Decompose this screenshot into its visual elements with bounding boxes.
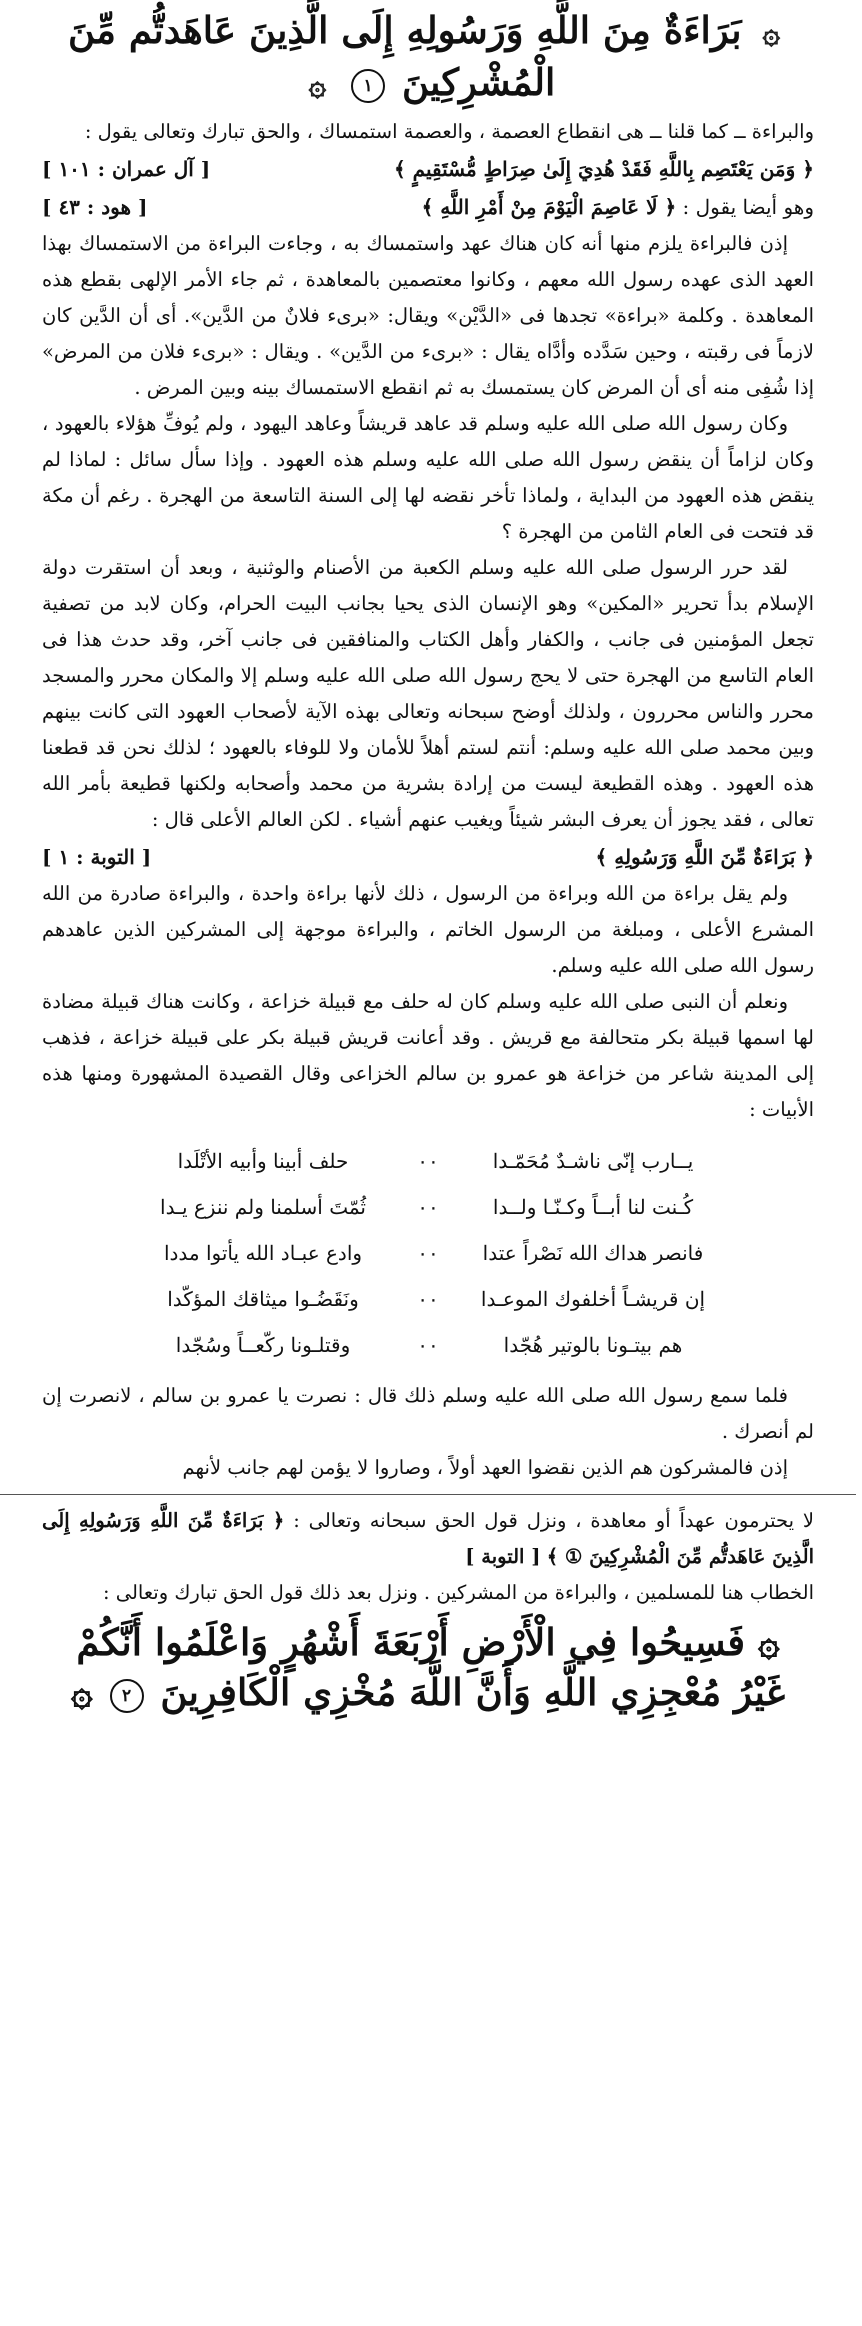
poem-hemistich-left: حلف أبينا وأبيه الأتْلَدا	[177, 1149, 349, 1173]
quran-quote-4: ﴿ بَرَاءَةٌ مِّنَ اللَّهِ وَرَسُولِهِ إِلَى الَّذِينَ عَاهَدتُّم مِّنَ الْمُشْرِكِينَ ① ﴾	[42, 1509, 814, 1568]
quran-quote-1	[42, 150, 814, 188]
poem-separator: ٠٠	[417, 1149, 439, 1173]
poem-separator: ٠٠	[417, 1333, 439, 1357]
paragraph-1: والبراءة ــ كما قلنا ــ هى انقطاع العصمة ، والعصمة استمساك ، والحق تبارك وتعالى يقول :	[84, 120, 814, 143]
quote-intro: وهو أيضا يقول :	[682, 195, 814, 219]
paragraph-6: ونعلم أن النبى صلى الله عليه وسلم كان له حلف مع قبيلة خزاعة ، وكانت هناك قبيلة مضادة لها اسمها قبيلة بكر متحالفة مع قريش . وقد أعانت قريش قبيلة بكر على قبيلة خزاعة ، فذهب إلى المدينة شاعر من خزاعة هو عمرو بن سالم الخزاعى وقال القصيدة المشهورة ومنها هذه الأبيات :	[42, 990, 814, 1121]
paragraph-7: فلما سمع رسول الله صلى الله عليه وسلم ذلك قال : نصرت يا عمرو بن سالم ، لانصرت إن لم أنصرك .	[42, 1384, 814, 1443]
paragraph-5: ولم يقل براءة من الله وبراءة من الرسول ، ذلك لأنها براءة واحدة ، والبراءة صادرة من الله المشرع الأعلى ، ومبلغة من الرسول الخاتم ، والبراءة موجهة إلى المشركين الذين عاهدهم رسول الله صلى الله عليه وسلم.	[42, 882, 814, 977]
quran-quote-3	[42, 838, 814, 876]
poem-hemistich-right: إن قريشـاً أخلفوك الموعـدا	[480, 1287, 706, 1311]
quote-text: ﴿ بَرَاءَةٌ مِّنَ اللَّهِ وَرَسُولِهِ ﴾	[595, 845, 814, 869]
page-divider	[0, 1494, 856, 1495]
quote-reference: [ هود : ٤٣ ]	[42, 195, 148, 219]
ornament-icon: ۞	[70, 1670, 93, 1714]
paragraph-8: إذن فالمشركون هم الذين نقضوا العهد أولاً ، وصاروا لا يؤمن لهم جانب لأنهم	[182, 1456, 788, 1479]
ornament-icon: ۞	[757, 1620, 780, 1664]
header-verse-line2: الْمُشْرِكِينَ	[402, 60, 556, 104]
paragraph-10: الخطاب هنا للمسلمين ، والبراءة من المشركين . ونزل بعد ذلك قول الحق تبارك وتعالى :	[102, 1581, 814, 1604]
header-verse-line1: بَرَاءَةٌ مِنَ اللَّهِ وَرَسُولِهِ إِلَى الَّذِينَ عَاهَدتُّم مِّنَ	[67, 8, 742, 52]
poem-hemistich-left: ثُمّتَ أسلمنا ولم ننزع يـدا	[160, 1195, 366, 1219]
poem-separator: ٠٠	[417, 1241, 439, 1265]
paragraph-9-text: لا يحترمون عهداً أو معاهدة ، ونزل قول الحق سبحانه وتعالى :	[293, 1509, 815, 1532]
footer-verse	[42, 1617, 814, 1717]
paragraph-4: لقد حرر الرسول صلى الله عليه وسلم الكعبة من الأصنام والوثنية ، وبعد أن استقرت دولة الإسلام بدأ تحرير «المكين» وهو الإنسان الذى يحيا بجانب البيت الحرام، وكان لابد من تصفية تجعل المؤمنين فى جانب ، والكفار وأهل الكتاب والمنافقين فى جانب آخر، وقد حدث هذا فى العام التاسع من الهجرة حتى لا يحج رسول الله صلى الله عليه وسلم إلا والمكان محرر والمسجد محرر والناس محررون ، ولذلك أوضح سبحانه وتعالى بهذه الآية لأصحاب العهود التى كانت بينهم وبين محمد صلى الله عليه وسلم: أنتم لستم أهلاً للأمان ولا للوفاء بالعهود ؛ لذلك نحن قد قطعنا هذه العهود . وهذه القطيعة ليست من إرادة بشرية من محمد وأصحابه ولكنها قطيعة بأمر الله تعالى ، فقد يجوز أن يعرف البشر شيئاً ويغيب عنهم أشياء . لكن العالم الأعلى قال :	[42, 556, 814, 831]
quote-reference: [ التوبة ]	[465, 1545, 541, 1568]
quote-reference: [ التوبة : ١ ]	[42, 845, 152, 869]
ayah-number-badge: ١	[351, 69, 385, 103]
poem-hemistich-left: وقتلـونا ركّعــاً وسُجّدا	[175, 1333, 351, 1357]
paragraph-2: إذن فالبراءة يلزم منها أنه كان هناك عهد واستمساك به ، وجاءت البراءة من الاستمساك بهذا العهد الذى عهده رسول الله معهم ، وكانوا معتصمين بالمعاهدة ، ثم جاء الأمر الإلهى بقطع هذه المعاهدة . وكلمة «براءة» تجدها فى «الدَّيْن» ويقال: «برىء فلانٌ من الدَّين». أى أن الدَّين كان لازماً فى رقبته ، وحين سَدَّده وأدَّاه يقال : «برىء من الدَّين» . ويقال : «برىء فلان من المرض» إذا شُفِى منه أى أن المرض كان يستمسك به ثم انقطع الاستمساك بينه وبين المرض .	[42, 232, 814, 399]
poem-hemistich-left: وادع عبـاد الله يأتوا مددا	[163, 1241, 363, 1265]
quote-reference: [ آل عمران : ١٠١ ]	[42, 157, 211, 181]
poem-verse	[42, 1138, 814, 1184]
poem-verse	[42, 1230, 814, 1276]
poem-verse	[42, 1322, 814, 1368]
footer-verse-line2: غَيْرُ مُعْجِزِي اللَّهِ وَأَنَّ اللَّهَ مُخْزِي الْكَافِرِينَ	[160, 1670, 786, 1714]
paragraph-3: وكان رسول الله صلى الله عليه وسلم قد عاهد قريشاً وعاهد اليهود ، ولم يُوفِّ هؤلاء بالعهود ، وكان لزاماً أن ينقض رسول الله صلى الله عليه وسلم هذه العهود . وإذا سأل سائل : لماذا لم ينقض هذه العهود من البداية ، ولماذا تأخر نقضه لها إلى السنة التاسعة من الهجرة . رغم أن مكة قد فتحت فى العام الثامن من الهجرة ؟	[42, 412, 814, 543]
ornament-icon: ۞	[762, 16, 781, 51]
header-verse	[42, 0, 814, 114]
footer-verse-line1: فَسِيحُوا فِي الْأَرْضِ أَرْبَعَةَ أَشْهُرٍ وَاعْلَمُوا أَنَّكُمْ	[76, 1620, 746, 1664]
poem-hemistich-right: كُـنت لنا أبــاً وكـنّـا ولــدا	[492, 1195, 694, 1219]
poem-verse	[42, 1276, 814, 1322]
quran-quote-2	[42, 188, 814, 226]
poem-hemistich-right: فانصر هداك الله نَصْراً عتدا	[482, 1241, 704, 1265]
quote-text: ﴿ وَمَن يَعْتَصِم بِاللَّهِ فَقَدْ هُدِيَ إِلَىٰ صِرَاطٍ مُّسْتَقِيمٍ ﴾	[393, 157, 814, 181]
ayah-number-badge: ٢	[110, 1679, 144, 1713]
poem-hemistich-left: ونَقَضُـوا ميثاقك المؤكّدا	[167, 1287, 359, 1311]
poem-hemistich-right: هم بيتـونا بالوتير هُجّدا	[503, 1333, 683, 1357]
ornament-icon: ۞	[308, 68, 327, 103]
paragraph-9	[42, 1503, 814, 1575]
quote-text: ﴿ لَا عَاصِمَ الْيَوْمَ مِنْ أَمْرِ اللَّهِ ﴾	[421, 195, 677, 219]
poem-separator: ٠٠	[417, 1287, 439, 1311]
poem-separator: ٠٠	[417, 1195, 439, 1219]
poem-hemistich-right: يــارب إنّى ناشـدٌ مُحَمّـدا	[492, 1149, 694, 1173]
poem	[42, 1138, 814, 1368]
poem-verse	[42, 1184, 814, 1230]
